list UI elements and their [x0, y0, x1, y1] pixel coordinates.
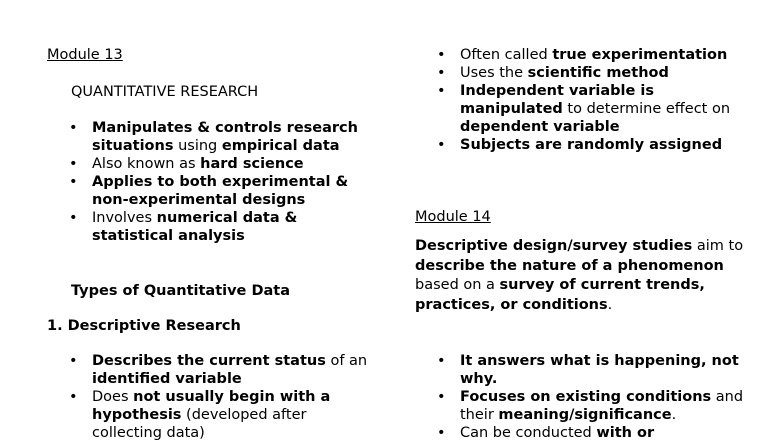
text: Involves [92, 210, 157, 226]
text: to determine effect on [562, 101, 731, 117]
bullet-item [47, 173, 377, 209]
bold-text: Describes the current status [92, 353, 326, 369]
text: . [607, 296, 613, 313]
bold-text: It answers what is happening, not why. [460, 353, 739, 387]
bold-text: dependent variable [460, 119, 620, 135]
bullet-item [415, 388, 760, 424]
bold-text: empirical data [221, 138, 340, 154]
bold-text: Focuses on existing conditions [460, 389, 712, 405]
module-13-label: Module 13 [47, 47, 123, 63]
bullet-item [47, 155, 377, 173]
bullet-item [47, 119, 377, 155]
bullet-item [47, 352, 377, 388]
bullet-item [415, 64, 760, 82]
bullet-item [415, 136, 760, 154]
bold-text: hard science [200, 156, 304, 172]
text: based on a [415, 277, 500, 293]
bold-text: Manipulates & controls research situations [92, 120, 358, 154]
bold-text: Applies to both experimental & non-experimental designs [92, 174, 349, 208]
bold-text: identified variable [92, 371, 242, 387]
bold-text: survey of current trends, practices, or conditions [415, 277, 705, 313]
bold-text: Descriptive design/survey studies [415, 238, 693, 254]
bold-text: numerical data & statistical analysis [92, 210, 298, 244]
bold-text: with or [596, 425, 655, 441]
bullet-item [415, 82, 760, 136]
bold-text: describe the nature of a phenomenon [415, 257, 724, 274]
bullet-item [415, 424, 760, 442]
descriptive-research-heading: 1. Descriptive Research [47, 318, 241, 334]
module-14-label: Module 14 [415, 209, 491, 225]
text: aim to [692, 238, 744, 254]
quant-bullet-list [47, 119, 377, 245]
section-heading: QUANTITATIVE RESEARCH [71, 84, 259, 100]
bullet-item [47, 209, 377, 245]
bullet-item [415, 46, 760, 64]
text: Also known as [92, 156, 201, 172]
descriptive-design-paragraph [415, 237, 745, 315]
descriptive-design-bullet-list [415, 352, 760, 442]
bold-text: not usually begin with a hypothesis [92, 389, 331, 423]
text: . [671, 407, 677, 423]
text: (developed after collecting data) [92, 407, 307, 441]
bullet-item [47, 388, 377, 442]
bold-text: Subjects are randomly assigned [460, 137, 723, 153]
experimental-bullet-list [415, 46, 760, 154]
bold-text: Independent variable is manipulated [460, 83, 654, 117]
types-heading: Types of Quantitative Data [71, 283, 290, 299]
text: Does [92, 389, 134, 405]
text: using [173, 138, 222, 154]
text: Often called [460, 47, 553, 63]
bold-text: true experimentation [552, 47, 728, 63]
text: Uses the [460, 65, 528, 81]
text: and their [460, 389, 744, 423]
bold-text: scientific method [527, 65, 669, 81]
text: Can be conducted [460, 425, 597, 441]
bold-text: meaning/significance [498, 407, 672, 423]
text: of an [325, 353, 368, 369]
descriptive-bullet-list [47, 352, 377, 442]
bullet-item [415, 352, 760, 388]
